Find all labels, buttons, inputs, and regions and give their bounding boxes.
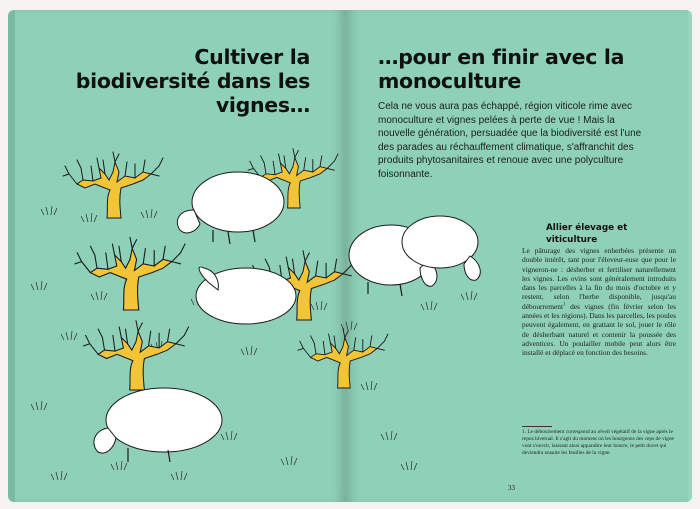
body-paragraph [522,246,676,358]
right-page [346,10,692,502]
page-edge [8,10,15,502]
section-subheading: Allier élevage et viticulture [546,223,628,245]
footnote-reference: 1 [563,302,566,308]
left-page-title: Cultiver la biodiversité dans les vignes… [75,45,310,117]
intro-paragraph: Cela ne vous aura pas échappé, région viticole rime avec monoculture et vignes pelées à perte de vue ! Mais la nouvelle génération, persuadée que la biodiversité est l'une des parades au réchauffement climatique, s'affranchit des produits phytosanitaires et renoue avec une polyculture foisonnante. [378,101,642,180]
page-edge [688,10,692,502]
body-text-part1: Le pâturage des vignes enherbées présente un double intérêt, tant pour l'éleveur-euse que pour le vigneron-ne : désherber et fertiliser naturellement les vignes. Les ovins sont généralement introduits dans les parcelles à la fin du mois d'octobre et y restent, selon l'herbe disponible, jusqu'au débourrement [522,246,676,311]
page-number: 33 [508,484,515,492]
book-spread [8,10,692,502]
body-text-part2: des vignes (fin février selon les années et les régions). Dans les parcelles, les poules peuvent également, en grattant le sol, jouer le rôle de désherbant naturel et contenir la poussée des adventices. Un poulailler mobile peut alors être installé et déplacé en fonction des besoins. [522,301,676,358]
footnote-rule [522,426,552,427]
right-page-title: …pour en finir avec la monoculture [378,45,625,93]
footnote: 1. Le débourrement correspond au réveil végétatif de la vigne après le repos hivernal. Il s'agit du moment où les bourgeons des ceps de vigne vont s'ouvrir, laissant ainsi apparaître leur bourre, le petit duvet qui deviendra ensuite les feuilles de la vigne. [522,429,674,456]
left-page [8,10,346,502]
